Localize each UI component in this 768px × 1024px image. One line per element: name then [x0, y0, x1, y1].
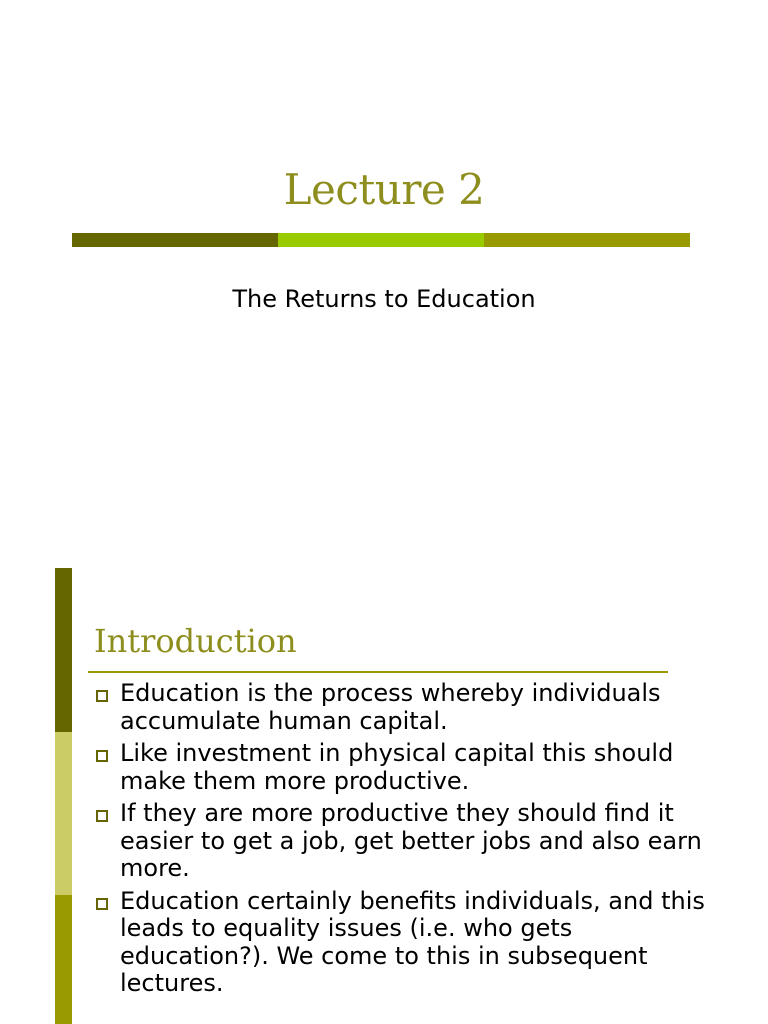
underline-segment-olive	[484, 233, 690, 247]
bullet-text: Education is the process whereby individuals accumulate human capital.	[120, 679, 661, 735]
underline-segment-dark	[72, 233, 278, 247]
bullet-text: If they are more productive they should find it easier to get a job, get better jobs and also earn more.	[120, 799, 702, 882]
bullet-text: Like investment in physical capital this should make them more productive.	[120, 739, 674, 795]
hollow-square-icon	[96, 690, 108, 702]
bullet-list	[96, 680, 706, 1003]
bullet-item	[96, 740, 706, 795]
hollow-square-icon	[96, 898, 108, 910]
slide-title: Lecture 2	[283, 165, 485, 214]
slide-2	[0, 540, 768, 1024]
slide-sidebar-bar	[55, 568, 72, 1024]
slide-heading: Introduction	[94, 622, 297, 660]
underline-segment-lime	[278, 233, 484, 247]
bullet-text: Education certainly benefits individuals, and this leads to equality issues (i.e. who gets education?). We come to this in subsequent lectures.	[120, 886, 705, 997]
slide-subtitle: The Returns to Education	[232, 285, 536, 313]
heading-rule	[88, 671, 668, 673]
hollow-square-icon	[96, 750, 108, 762]
bullet-item	[96, 888, 706, 998]
title-underline-bar	[72, 233, 690, 247]
hollow-square-icon	[96, 810, 108, 822]
sidebar-segment-olive	[55, 895, 72, 1024]
bullet-item	[96, 680, 706, 735]
sidebar-segment-pale	[55, 732, 72, 895]
sidebar-segment-dark	[55, 568, 72, 732]
bullet-item	[96, 800, 706, 883]
